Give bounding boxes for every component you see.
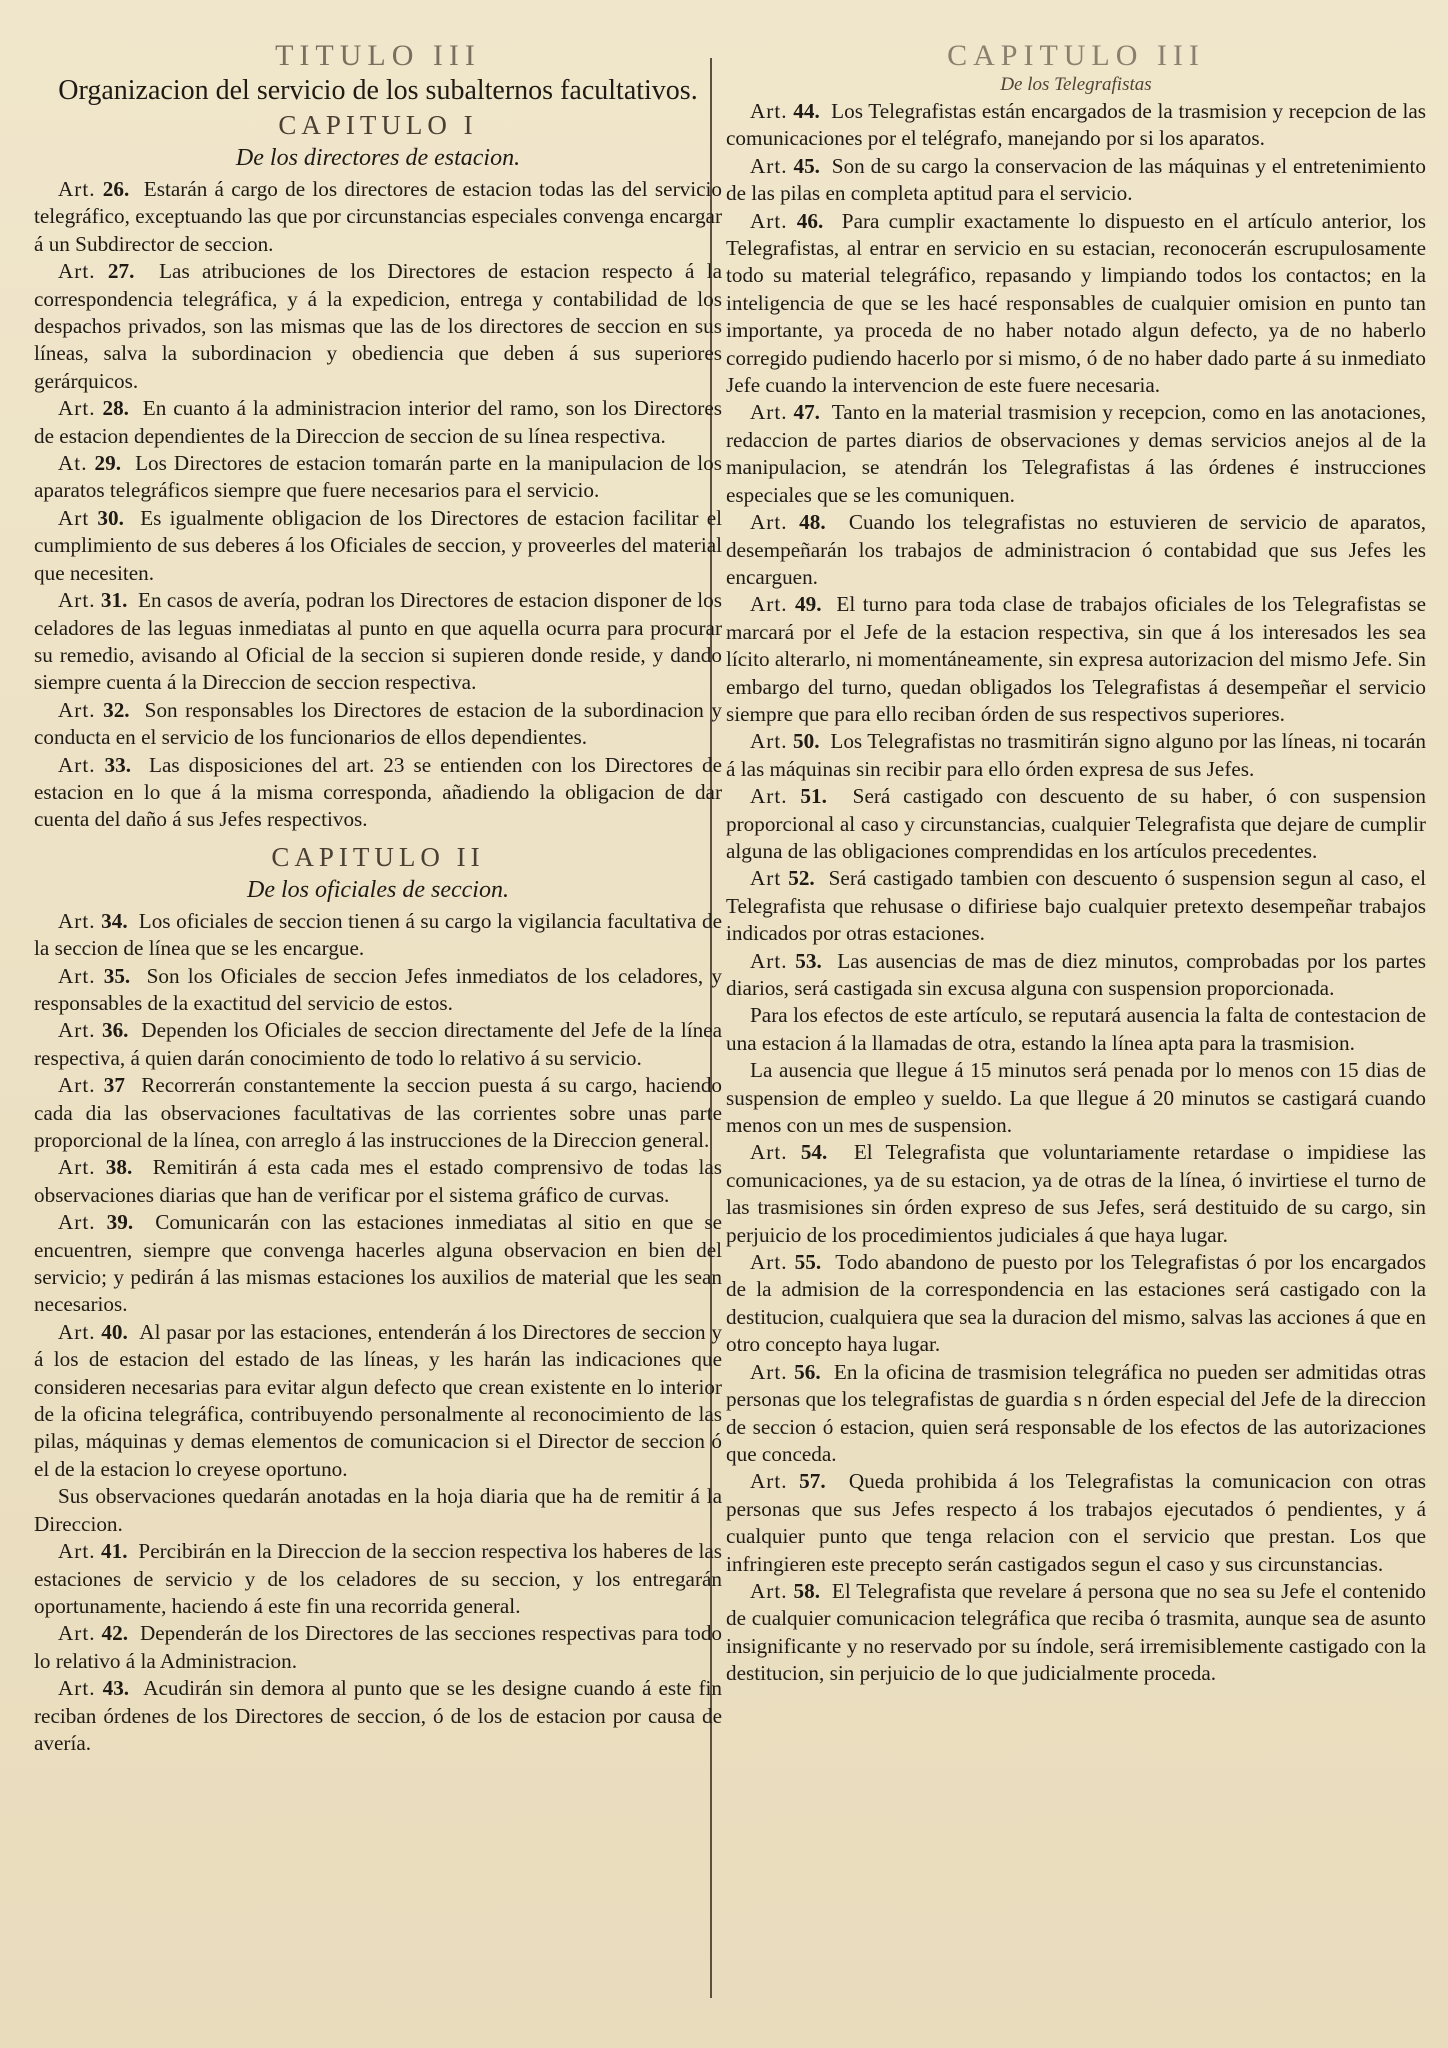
article-paragraph bbox=[34, 258, 722, 395]
article-text: El turno para toda clase de trabajos oficiales de los Telegrafistas se marcará por el Jefe de la estacion respectiva, sin que á los interesados les sea lícito alterarlo, ni momentáneamente, sin expresa autorizacion del mismo Jefe. Sin embargo del turno, quedan obligados los Telegrafistas á desempeñar el servicio siempre que para ello reciban órden de sus respectivos superiores. bbox=[726, 592, 1426, 726]
article-paragraph bbox=[726, 948, 1426, 1003]
article-number: 41. bbox=[101, 1539, 128, 1564]
article-paragraph bbox=[34, 1017, 722, 1072]
capitulo-3-articles bbox=[726, 98, 1426, 1688]
article-number: 30. bbox=[97, 505, 124, 530]
article-number: 49. bbox=[795, 592, 822, 617]
article-label: Art. bbox=[58, 396, 96, 421]
article-paragraph bbox=[34, 1620, 722, 1675]
article-label: Art. bbox=[58, 1621, 96, 1646]
article-text: Recorrerán constantemente la seccion puesta á su cargo, haciendo cada dia las observaciones facultativas de las corrientes sobre unas parte proporcional de la línea, con arreglo á las instrucciones de la Direccion general. bbox=[34, 1073, 722, 1152]
article-label: Art. bbox=[58, 259, 96, 284]
article-paragraph bbox=[726, 399, 1426, 509]
article-paragraph bbox=[34, 963, 722, 1018]
article-text: Es igualmente obligacion de los Directores de estacion facilitar el cumplimiento de sus deberes á los Oficiales de seccion, y proveerles del material que necesiten. bbox=[34, 505, 722, 585]
article-label: Art. bbox=[750, 208, 788, 233]
article-paragraph bbox=[726, 98, 1426, 153]
article-number: 51. bbox=[800, 784, 827, 809]
article-text: Las atribuciones de los Directores de estacion respecto á la correspondencia telegráfica, y á la expedicion, entrega y contabilidad de los despachos privados, son las mismas que las de los directores de seccion en sus líneas, salva la subordinacion y obediencia que deben á sus superiores gerárquicos. bbox=[34, 259, 722, 393]
article-number: 33. bbox=[104, 752, 132, 777]
article-label: Art. bbox=[58, 752, 96, 777]
article-label: Art bbox=[750, 866, 782, 891]
capitulo-3-heading: CAPITULO III bbox=[947, 39, 1205, 72]
article-text: En casos de avería, podran los Directores de estacion disponer de los celadores de las leguas inmediatas al punto en que aquella ocurra para procurar su remedio, avisando al Oficial de la seccion si supieren donde reside, y dando siempre cuenta á la Direccion de seccion respectiva. bbox=[34, 588, 722, 695]
article-label: Art. bbox=[750, 1469, 788, 1494]
article-text: Para los efectos de este artículo, se reputará ausencia la falta de contestacion de una estacion á la llamadas de otra, estando la línea apta para la trasmision. bbox=[726, 1003, 1426, 1055]
article-number: 34. bbox=[101, 908, 128, 933]
article-label: Art. bbox=[58, 1676, 96, 1701]
article-text: Estarán á cargo de los directores de estacion todas las del servicio telegráfico, exceptuando las que por circunstancias especiales convenga encargar á un Subdirector de seccion. bbox=[34, 177, 722, 256]
article-paragraph bbox=[34, 752, 722, 834]
article-number: 40. bbox=[101, 1319, 128, 1344]
article-number: 29. bbox=[94, 451, 122, 476]
article-text: Las ausencias de mas de diez minutos, comprobadas por los partes diarios, será castigada sin excusa alguna con suspension proporcionada. bbox=[726, 948, 1426, 1000]
article-label: Art. bbox=[750, 948, 788, 973]
article-number: 47. bbox=[793, 400, 820, 425]
right-column bbox=[726, 38, 1426, 2038]
article-paragraph bbox=[34, 908, 722, 963]
article-text: Al pasar por las estaciones, entenderán á los Directores de seccion y á los de estacion del estado de las líneas, y les harán las indicaciones que consideren necesarias para evitar algun defecto que crean existente en lo interior de la oficina telegráfica, contribuyendo personalmente al reconocimiento de las pilas, máquinas y demas elementos de comunicacion si el Director de seccion ó el de la estacion lo creyese oportuno. bbox=[34, 1319, 722, 1481]
article-label: Art. bbox=[58, 1210, 96, 1235]
article-paragraph bbox=[34, 395, 722, 450]
article-text: Los Directores de estacion tomarán parte en la manipulacion de los aparatos telegráficos siempre que fuere necesarios para el servicio. bbox=[34, 451, 722, 503]
article-number: 27. bbox=[107, 259, 135, 284]
article-paragraph bbox=[34, 1072, 722, 1154]
article-label: Art. bbox=[58, 963, 96, 988]
article-paragraph bbox=[726, 728, 1426, 783]
article-text: Dependen los Oficiales de seccion directamente del Jefe de la línea respectiva, á quien darán conocimiento de todo lo relativo á su servicio. bbox=[34, 1018, 722, 1070]
article-number: 55. bbox=[794, 1250, 822, 1275]
article-label: Art. bbox=[58, 1018, 96, 1043]
article-text: El Telegrafista que voluntariamente retardase o impidiese las comunicaciones, ya de su estacion, ya de otras de la línea, ó invirtiese el turno de las trasmisiones sin órden expreso de sus Jefes, será destituido de su cargo, sin perjuicio de los procedimientos judiciales á que haya lugar. bbox=[726, 1140, 1426, 1247]
article-paragraph bbox=[726, 1359, 1426, 1469]
article-label: Art. bbox=[750, 1578, 788, 1603]
article-text: Todo abandono de puesto por los Telegrafistas ó por los encargados de la admision de la correspondencia en las estaciones será castigado con la destitucion, cualquiera que sea la duracion del mismo, salvas las acciones á que en otro concepto haya lugar. bbox=[726, 1250, 1426, 1357]
article-number: 58. bbox=[793, 1578, 820, 1603]
continuation-paragraph bbox=[34, 1483, 722, 1538]
article-label: Art. bbox=[58, 588, 96, 613]
article-number: 57. bbox=[799, 1469, 826, 1494]
continuation-paragraph bbox=[726, 1002, 1426, 1057]
article-text: Sus observaciones quedarán anotadas en la hoja diaria que ha de remitir á la Direccion. bbox=[34, 1484, 722, 1536]
article-paragraph bbox=[726, 208, 1426, 400]
capitulo-1-heading: CAPITULO I bbox=[278, 110, 478, 140]
article-label: Art. bbox=[750, 1250, 788, 1275]
article-paragraph bbox=[726, 591, 1426, 728]
article-paragraph bbox=[726, 153, 1426, 208]
article-number: 37 bbox=[103, 1073, 125, 1098]
capitulo-1-articles bbox=[34, 176, 722, 834]
article-paragraph bbox=[726, 509, 1426, 591]
article-text: Remitirán á esta cada mes el estado comprensivo de todas las observaciones diarias que han de verificar por el sistema gráfico de curvas. bbox=[34, 1155, 722, 1207]
article-paragraph bbox=[34, 587, 722, 697]
article-number: 38. bbox=[105, 1155, 133, 1180]
article-paragraph bbox=[726, 1249, 1426, 1359]
article-paragraph bbox=[34, 1209, 722, 1319]
article-text: Queda prohibida á los Telegrafistas la comunicacion con otras personas que sus Jefes respecto á los trabajos ejecutados ó pendientes, y á cualquier punto que tenga relacion con el servicio que prestan. Los que infringieren este precepto serán castigados segun el caso y sus circunstancias. bbox=[726, 1469, 1426, 1576]
article-label: Art. bbox=[750, 592, 788, 617]
article-label: Art. bbox=[750, 729, 788, 754]
article-label: Art. bbox=[750, 1140, 788, 1165]
article-paragraph bbox=[726, 783, 1426, 865]
article-label: Art. bbox=[58, 177, 96, 201]
article-paragraph bbox=[726, 1139, 1426, 1249]
left-column bbox=[34, 38, 722, 2038]
article-text: Los Telegrafistas están encargados de la trasmision y recepcion de las comunicaciones por el telégrafo, manejando por si los aparatos. bbox=[726, 99, 1426, 151]
article-label: Art. bbox=[58, 1539, 96, 1564]
article-text: Son los Oficiales de seccion Jefes inmediatos de los celadores, y responsables de la exactitud del servicio de estos. bbox=[34, 963, 722, 1015]
article-number: 54. bbox=[800, 1140, 828, 1165]
article-paragraph bbox=[34, 176, 722, 258]
article-text: Acudirán sin demora al punto que se les designe cuando á este fin reciban órdenes de los Directores de seccion, ó de los de estacion por causa de avería. bbox=[34, 1676, 722, 1755]
capitulo-1-subtitle: De los directores de estacion. bbox=[235, 145, 521, 171]
capitulo-2-heading: CAPITULO II bbox=[271, 841, 485, 872]
article-label: At. bbox=[58, 451, 88, 476]
article-label: Art bbox=[58, 505, 90, 530]
article-number: 42. bbox=[101, 1621, 129, 1646]
article-text: Tanto en la material trasmision y recepcion, como en las anotaciones, redaccion de partes diarios de observaciones y demas servicios anejos al de la manipulacion, se atendrán los Telegrafistas á las órdenes é instrucciones especiales que se les comuniquen. bbox=[726, 400, 1426, 507]
article-text: Son responsables los Directores de estacion de la subordinacion y conducta en el servicio de los funcionarios de ellos dependientes. bbox=[34, 697, 722, 750]
article-text: El Telegrafista que revelare á persona que no sea su Jefe el contenido de cualquier comunicacion telegráfica que reciba ó trasmita, aunque sea de asunto insignificante y no reservado por su índole, será irremisiblemente castigado con la destitucion, sin perjuicio de lo que judicialmente proceda. bbox=[726, 1578, 1426, 1686]
article-number: 36. bbox=[101, 1018, 129, 1043]
article-label: Art. bbox=[58, 1073, 96, 1098]
article-text: Cuando los telegrafistas no estuvieren de servicio de aparatos, desempeñarán los trabajos de administracion ó contabidad que sus Jefes les encarguen. bbox=[726, 510, 1426, 589]
article-number: 45. bbox=[793, 153, 820, 178]
article-number: 44. bbox=[793, 99, 820, 123]
article-text: En cuanto á la administracion interior del ramo, son los Directores de estacion dependientes de la Direccion de seccion de su línea respectiva. bbox=[34, 396, 722, 448]
article-label: Art. bbox=[750, 153, 788, 178]
article-label: Art. bbox=[750, 400, 788, 425]
article-label: Art. bbox=[58, 908, 96, 933]
capitulo-3-subtitle: De los Telegrafistas bbox=[1000, 74, 1152, 95]
article-label: Art. bbox=[58, 697, 96, 722]
article-paragraph bbox=[34, 505, 722, 587]
article-number: 43. bbox=[102, 1676, 130, 1701]
article-number: 46. bbox=[796, 208, 824, 233]
article-text: Para cumplir exactamente lo dispuesto en el artículo anterior, los Telegrafistas, al entrar en servicio en su estacian, reconocerán escrupulosamente todo su material telegráfico, repasando y limpiando todos los contactos; en la inteligencia de que se les hacé responsables de cualquier omision en punto tan importante, ya proceda de no haber notado algun defecto, ya de no haberlo corregido pudiendo hacerlo por si mismo, ó de no haber dado parte á su inmediato Jefe cuando la intervencion de este fuere necesaria. bbox=[726, 208, 1426, 398]
article-paragraph bbox=[34, 1319, 722, 1483]
capitulo-2-subtitle: De los oficiales de seccion. bbox=[247, 876, 509, 903]
article-number: 50. bbox=[793, 729, 820, 754]
article-text: Las disposiciones del art. 23 se entienden con los Directores de estacion en lo que á la misma corresponda, añadiendo la obligacion de dar cuenta del daño á sus Jefes respectivos. bbox=[34, 752, 722, 832]
article-number: 52. bbox=[788, 866, 815, 891]
article-text: Dependerán de los Directores de las secciones respectivas para todo lo relativo á la Administracion. bbox=[34, 1621, 722, 1673]
article-number: 35. bbox=[103, 963, 131, 988]
article-paragraph bbox=[726, 1468, 1426, 1578]
article-text: En la oficina de trasmision telegráfica no pueden ser admitidas otras personas que los telegrafistas de guardia s n órden especial del Jefe de la direccion de seccion ó estacion, quien será responsable de los efectos de las autorizaciones que conceda. bbox=[726, 1359, 1426, 1466]
article-label: Art. bbox=[750, 784, 788, 809]
article-number: 31. bbox=[100, 588, 128, 613]
article-number: 53. bbox=[795, 948, 822, 973]
article-text: Son de su cargo la conservacion de las máquinas y el entretenimiento de las pilas en completa aptitud para el servicio. bbox=[726, 153, 1426, 206]
article-label: Art. bbox=[750, 1359, 788, 1384]
article-number: 32. bbox=[103, 697, 130, 722]
article-paragraph bbox=[34, 450, 722, 505]
article-number: 28. bbox=[102, 396, 129, 421]
section-title: Organizacion del servicio de los subalternos facultativos. bbox=[58, 75, 698, 106]
article-text: Los Telegrafistas no trasmitirán signo alguno por las líneas, ni tocarán á las máquinas sin recibir para ello órden expresa de sus Jefes. bbox=[726, 729, 1426, 781]
article-paragraph bbox=[34, 1538, 722, 1620]
article-number: 48. bbox=[799, 510, 826, 535]
article-label: Art. bbox=[750, 99, 788, 123]
titulo-heading: TITULO III bbox=[275, 39, 481, 72]
article-number: 26. bbox=[102, 177, 130, 201]
article-paragraph bbox=[726, 1578, 1426, 1688]
article-label: Art. bbox=[58, 1319, 96, 1344]
article-paragraph bbox=[34, 697, 722, 752]
article-paragraph bbox=[34, 1675, 722, 1757]
article-text: Los oficiales de seccion tienen á su cargo la vigilancia facultativa de la seccion de línea que se les encargue. bbox=[34, 908, 722, 961]
article-number: 56. bbox=[794, 1359, 821, 1384]
continuation-paragraph bbox=[726, 1057, 1426, 1139]
article-text: Será castigado tambien con descuento ó suspension segun al caso, el Telegrafista que rehusase o difiriese bajo cualquier pretexto desempeñar trabajos indicados por otras estaciones. bbox=[726, 866, 1426, 946]
article-text: Será castigado con descuento de su haber, ó con suspension proporcional al caso y circunstancias, cualquier Telegrafista que dejare de cumplir alguna de las obligaciones comprendidas en los artículos precedentes. bbox=[726, 784, 1426, 863]
article-label: Art. bbox=[750, 510, 788, 535]
article-number: 39. bbox=[106, 1210, 134, 1235]
article-text: Comunicarán con las estaciones inmediatas al sitio en que se encuentren, siempre que convenga hacerles alguna observacion en bien del servicio; y pedirán á las mismas estaciones los auxilios de material que les sean necesarios. bbox=[34, 1210, 722, 1317]
article-text: Percibirán en la Direccion de la seccion respectiva los haberes de las estaciones de servicio y de los celadores de su seccion, y los entregarán oportunamente, haciendo á este fin una recorrida general. bbox=[34, 1539, 722, 1618]
article-paragraph bbox=[34, 1154, 722, 1209]
article-text: La ausencia que llegue á 15 minutos será penada por lo menos con 15 dias de suspension de empleo y sueldo. La que llegue á 20 minutos se castigará cuando menos con un mes de suspension. bbox=[726, 1058, 1426, 1138]
article-paragraph bbox=[726, 865, 1426, 947]
article-label: Art. bbox=[58, 1155, 96, 1180]
capitulo-2-articles bbox=[34, 908, 722, 1758]
